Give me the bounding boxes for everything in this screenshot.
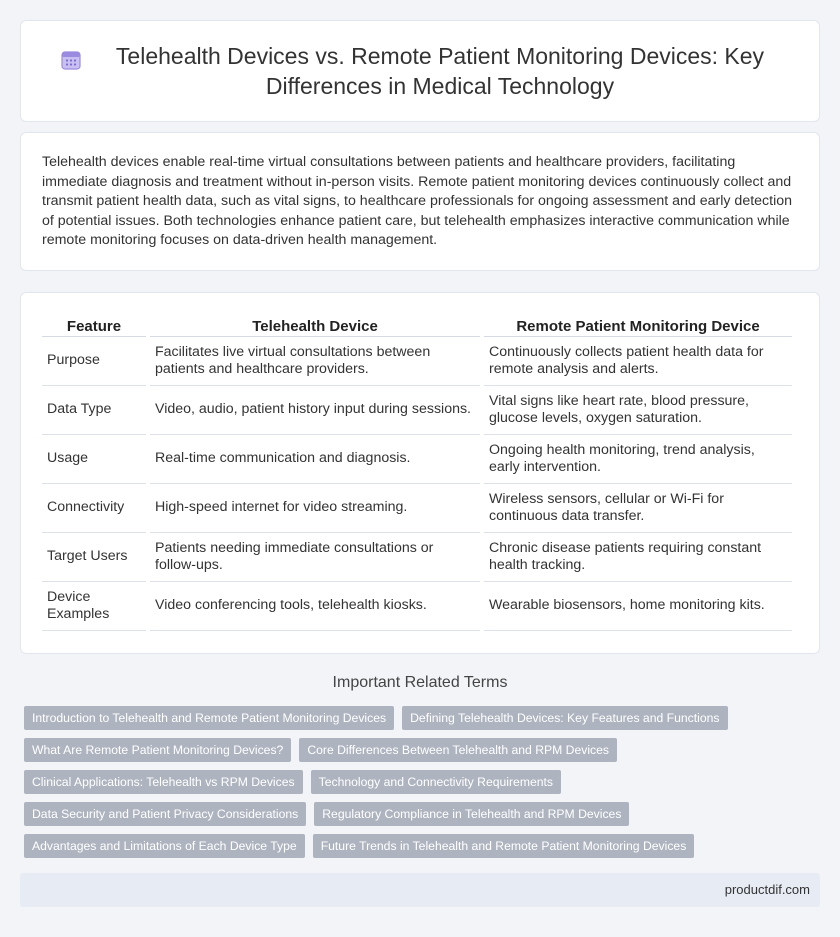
- telehealth-cell: Real-time communication and diagnosis.: [150, 435, 480, 484]
- tag-row: [24, 706, 824, 730]
- telehealth-cell: Facilitates live virtual consultations between patients and healthcare providers.: [150, 337, 480, 386]
- related-terms: [24, 706, 824, 866]
- related-term-link[interactable]: Data Security and Patient Privacy Considerations: [24, 802, 306, 826]
- header-card: [20, 20, 820, 122]
- tag-row: [24, 802, 824, 826]
- title-wrap: [60, 41, 780, 101]
- footer-site-link[interactable]: productdif.com: [724, 882, 810, 897]
- table-row: [42, 533, 792, 582]
- telehealth-cell: Video conferencing tools, telehealth kiosks.: [150, 582, 480, 631]
- telehealth-cell: Patients needing immediate consultations or follow-ups.: [150, 533, 480, 582]
- feature-cell: Purpose: [42, 337, 146, 386]
- feature-cell: Device Examples: [42, 582, 146, 631]
- column-header-rpm: Remote Patient Monitoring Device: [484, 313, 792, 337]
- related-term-link[interactable]: Core Differences Between Telehealth and RPM Devices: [299, 738, 617, 762]
- intro-card: [20, 132, 820, 271]
- related-terms-heading: Important Related Terms: [332, 674, 508, 691]
- related-term-link[interactable]: Defining Telehealth Devices: Key Features and Functions: [402, 706, 727, 730]
- column-header-feature: Feature: [42, 313, 146, 337]
- table-header-row: [42, 313, 792, 337]
- comparison-table-card: [20, 292, 820, 654]
- table-row: [42, 582, 792, 631]
- calendar-icon: [60, 49, 82, 71]
- rpm-cell: Chronic disease patients requiring constant health tracking.: [484, 533, 792, 582]
- tag-row: [24, 834, 824, 858]
- related-term-link[interactable]: Advantages and Limitations of Each Device Type: [24, 834, 305, 858]
- rpm-cell: Continuously collects patient health data for remote analysis and alerts.: [484, 337, 792, 386]
- rpm-cell: Wireless sensors, cellular or Wi-Fi for continuous data transfer.: [484, 484, 792, 533]
- rpm-cell: Ongoing health monitoring, trend analysis, early intervention.: [484, 435, 792, 484]
- feature-cell: Connectivity: [42, 484, 146, 533]
- column-header-telehealth: Telehealth Device: [150, 313, 480, 337]
- rpm-cell: Vital signs like heart rate, blood pressure, glucose levels, oxygen saturation.: [484, 386, 792, 435]
- related-term-link[interactable]: Introduction to Telehealth and Remote Patient Monitoring Devices: [24, 706, 394, 730]
- feature-cell: Target Users: [42, 533, 146, 582]
- related-term-link[interactable]: Future Trends in Telehealth and Remote Patient Monitoring Devices: [313, 834, 695, 858]
- related-term-link[interactable]: Technology and Connectivity Requirements: [311, 770, 561, 794]
- table-row: [42, 435, 792, 484]
- intro-text: Telehealth devices enable real-time virtual consultations between patients and healthcare providers, facilitating immediate diagnosis and treatment without in-person visits. Remote patient monitoring devices continuously collect and transmit patient health data, such as vital signs, to healthcare professionals for ongoing assessment and early detection of potential issues. Both technologies enhance patient care, but telehealth emphasizes interactive communication while remote monitoring focuses on data-driven health management.: [42, 154, 793, 249]
- telehealth-cell: High-speed internet for video streaming.: [150, 484, 480, 533]
- feature-cell: Usage: [42, 435, 146, 484]
- footer: [20, 873, 820, 907]
- related-term-link[interactable]: Clinical Applications: Telehealth vs RPM Devices: [24, 770, 303, 794]
- rpm-cell: Wearable biosensors, home monitoring kits.: [484, 582, 792, 631]
- telehealth-cell: Video, audio, patient history input during sessions.: [150, 386, 480, 435]
- page-title: Telehealth Devices vs. Remote Patient Monitoring Devices: Key Differences in Medical Technology: [115, 43, 765, 99]
- feature-cell: Data Type: [42, 386, 146, 435]
- comparison-table: [38, 313, 796, 631]
- related-term-link[interactable]: Regulatory Compliance in Telehealth and RPM Devices: [314, 802, 629, 826]
- related-term-link[interactable]: What Are Remote Patient Monitoring Devices?: [24, 738, 291, 762]
- table-row: [42, 386, 792, 435]
- table-row: [42, 337, 792, 386]
- table-row: [42, 484, 792, 533]
- tag-row: [24, 770, 824, 794]
- tag-row: [24, 738, 824, 762]
